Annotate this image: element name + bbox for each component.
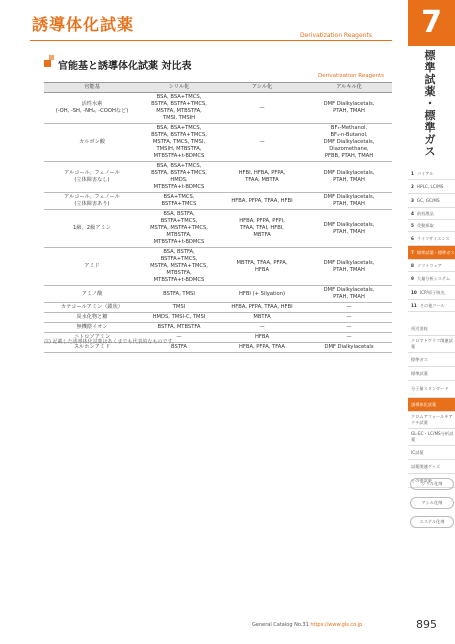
cell-alkylation: DMF Dialkylacetals, PTAH, TMAH	[306, 248, 392, 286]
nav-item-label: HPLC, LC/MS	[416, 184, 444, 189]
chapter-nav	[408, 168, 455, 312]
nav-item-label: 受動採取	[416, 222, 434, 228]
nav-item-label: 標準試薬・標準ガス	[416, 249, 455, 255]
table-row	[44, 323, 392, 333]
reagent-type-button[interactable]: エステル化剤	[410, 516, 454, 528]
nav-item-label: ソフトウェア	[416, 262, 442, 268]
nav-item-number: 3	[411, 198, 414, 203]
nav-item-label: GC, GC/MS	[416, 198, 440, 203]
nav-item-number: 8	[411, 263, 414, 268]
subsection-link[interactable]: 分子量スタンダード	[408, 381, 455, 398]
cell-alkylation: —	[306, 323, 392, 333]
nav-item-number: 6	[411, 236, 414, 241]
table-note: 注) 記載した誘導体化試薬はあくまでも代表的なものです。	[44, 339, 178, 345]
nav-item-number: 2	[411, 184, 414, 189]
cell-silylation: BSTFA, TMSI	[140, 286, 218, 303]
cell-functional-group: スルホンアミド	[44, 343, 140, 353]
nav-item-3[interactable]	[408, 194, 455, 208]
header-alkylation: アルキル化	[306, 83, 392, 93]
page-title-english: Derivatization Reagents	[300, 32, 372, 39]
table-row	[44, 210, 392, 248]
nav-item-label: ライフサイエンス	[416, 235, 450, 241]
nav-item-label: その他ツール	[419, 302, 445, 308]
cell-alkylation: —	[306, 313, 392, 323]
cell-alkylation: DMF Dialkylacetals, PTAH, TMAH	[306, 193, 392, 210]
nav-item-2[interactable]	[408, 180, 455, 194]
page-number: 895	[416, 618, 437, 631]
cell-alkylation: DMF Dialkylacetals, PTAH, TMAH	[306, 210, 392, 248]
nav-item-9[interactable]	[408, 272, 455, 286]
cell-silylation: BSA, BSA+TMCS, BSTFA, BSTFA+TMCS, MSTFA, MTBSTFA, TMSI, TMSIH	[140, 93, 218, 124]
cell-silylation: BSA, BSA+TMCS, BSTFA, BSTFA+TMCS, HMDS, MTBSTFA+t-BDMCS	[140, 162, 218, 193]
nav-item-number: 11	[411, 303, 417, 308]
cell-alkylation: BF₃-Methanol, BF₃-n-Butanol, DMF Dialkylacetals, Diazomethane, PFBB, PTAH, TMAH	[306, 124, 392, 162]
section-marker	[44, 60, 51, 67]
section-title: 官能基と誘導体化試薬 対比表	[58, 61, 192, 72]
cell-silylation: BSA, BSTFA, BSTFA+TMCS, MSTFA, MSTFA+TMCS, MTBSTFA, MTBSTFA+t-BDMCS	[140, 210, 218, 248]
nav-item-label: 大量分析システム	[416, 275, 451, 281]
nav-item-number: 7	[411, 250, 414, 255]
reagent-type-button[interactable]: シリル化剤	[410, 478, 454, 490]
subsection-link[interactable]: IC試薬	[408, 446, 455, 460]
nav-item-number: 5	[411, 223, 414, 228]
subsection-nav	[408, 322, 455, 488]
cell-silylation: BSTFA, MTBSTFA	[140, 323, 218, 333]
nav-item-label: 前処理品	[416, 210, 434, 216]
nav-item-11[interactable]	[408, 300, 455, 312]
nav-item-label: ICP/原子吸光	[419, 289, 445, 295]
table-header-row	[44, 83, 392, 93]
subsection-link[interactable]: その他試薬	[408, 474, 455, 488]
cell-acylation: HFBA, PFPA, TFAA, HFBI	[218, 303, 306, 313]
cell-acylation: HFBI, HFBA, PFPA, TFAA, MBTFA	[218, 162, 306, 193]
chapter-label: 標 準 試 薬 ・ 標 準 ガ ス	[424, 49, 436, 158]
subsection-link[interactable]: 標準ガス	[408, 353, 455, 367]
cell-silylation: BSA, BSA+TMCS, BSTFA, BSTFA+TMCS, MSTFA, TMCS, TMSI, TMSIH, MTBSTFA, MTBSTFA+t-BDMCS	[140, 124, 218, 162]
nav-item-4[interactable]	[408, 208, 455, 220]
cell-acylation: MBTFA, TFAA, PFPA, HFBA	[218, 248, 306, 286]
nav-item-10[interactable]	[408, 286, 455, 300]
footer	[252, 622, 362, 628]
cell-silylation: BSTFA	[140, 343, 218, 353]
table-row	[44, 124, 392, 162]
nav-item-8[interactable]	[408, 260, 455, 272]
nav-item-6[interactable]	[408, 232, 455, 246]
nav-item-number: 1	[411, 171, 414, 176]
footer-catalog: General Catalog No.31	[252, 622, 309, 628]
cell-alkylation: DMF Dialkylacetals, PTAH, TMAH	[306, 93, 392, 124]
subsection-link[interactable]: 標準試薬	[408, 367, 455, 381]
cell-functional-group: カルボン酸	[44, 124, 140, 162]
nav-item-7[interactable]	[408, 246, 455, 260]
table-row	[44, 193, 392, 210]
cell-acylation: HFBA	[218, 333, 306, 343]
cell-acylation: HFBI (+ Silyation)	[218, 286, 306, 303]
table-body	[44, 93, 392, 353]
cell-alkylation: —	[306, 303, 392, 313]
cell-alkylation: DMF Dialkylacetals	[306, 343, 392, 353]
nav-item-number: 9	[411, 276, 414, 281]
cell-acylation: HFBA, PFPA, TFAA	[218, 343, 306, 353]
header-acylation: アシル化	[218, 83, 306, 93]
cell-alkylation: DMF Dialkylacetals, PTAH, TMAH	[306, 162, 392, 193]
table-row	[44, 93, 392, 124]
cell-silylation: HMDS, TMSI-C, TMSI	[140, 313, 218, 323]
reagent-type-nav	[410, 478, 454, 535]
table-row	[44, 303, 392, 313]
subsection-link[interactable]: 試薬関連グッズ	[408, 460, 455, 474]
table-row	[44, 286, 392, 303]
cell-silylation: TMSI	[140, 303, 218, 313]
cell-functional-group: 1級、2級アミン	[44, 210, 140, 248]
cell-functional-group: アミノ酸	[44, 286, 140, 303]
footer-url[interactable]: https://www.gls.co.jp	[310, 622, 363, 628]
cell-functional-group: 炭水化物と糖	[44, 313, 140, 323]
cell-functional-group: ニトロソアミン	[44, 333, 140, 343]
table-row	[44, 248, 392, 286]
cell-alkylation: DMF Dialkylacetals, PTAH, TMAH	[306, 286, 392, 303]
subsection-link[interactable]: クロムアフォールキアクチ試薬	[408, 412, 455, 429]
section-subtitle: Derivatization Reagents	[318, 73, 384, 79]
cell-functional-group: カテコールアミン（鎖状）	[44, 303, 140, 313]
table-row	[44, 313, 392, 323]
nav-item-1[interactable]	[408, 168, 455, 180]
table-row	[44, 162, 392, 193]
nav-item-number: 4	[411, 211, 414, 216]
subsection-link[interactable]: GL-EC・LC/MS分析試薬	[408, 429, 455, 446]
cell-functional-group: 無機陰イオン	[44, 323, 140, 333]
nav-item-label: バイアル	[416, 170, 434, 176]
cell-acylation: HFBA, PFPA, PFPI, TFAA, TFAI, HFBI, MBTFA	[218, 210, 306, 248]
nav-item-5[interactable]	[408, 220, 455, 232]
nav-item-number: 10	[411, 290, 417, 295]
subsection-link[interactable]: 誘導体化試薬	[408, 398, 455, 412]
cell-silylation: —	[140, 333, 218, 343]
cell-acylation: MBTFA	[218, 313, 306, 323]
cell-acylation: —	[218, 93, 306, 124]
derivatization-table	[44, 82, 392, 353]
subsection-link[interactable]: 周辺消耗	[408, 322, 455, 336]
subsection-link[interactable]: クロマトグラフ関連試薬	[408, 336, 455, 353]
header-silylation: シリル化	[140, 83, 218, 93]
cell-alkylation: —	[306, 333, 392, 343]
cell-functional-group: アルコール、フェノール (立体障害なし)	[44, 162, 140, 193]
cell-functional-group: アミド	[44, 248, 140, 286]
header-rule	[30, 40, 392, 41]
cell-acylation: HFBA, PFPA, TFAA, HFBI	[218, 193, 306, 210]
cell-functional-group: アルコール、フェノール (立体障害あり)	[44, 193, 140, 210]
cell-acylation: —	[218, 323, 306, 333]
reagent-type-button[interactable]: アシル化剤	[410, 497, 454, 509]
cell-acylation: —	[218, 124, 306, 162]
header-functional-group: 官能基	[44, 83, 140, 93]
chapter-number: 7	[408, 0, 455, 46]
page-title: 誘導体化試薬	[32, 15, 135, 34]
cell-silylation: BSA+TMCS, BSTFA+TMCS	[140, 193, 218, 210]
cell-functional-group: 活性水素 (-OH, -SH, -NH₂, -COOHなど)	[44, 93, 140, 124]
cell-silylation: BSA, BSTFA, BSTFA+TMCS, MSTFA, MSTFA+TMCS, MTBSTFA, MTBSTFA+t-BDMCS	[140, 248, 218, 286]
